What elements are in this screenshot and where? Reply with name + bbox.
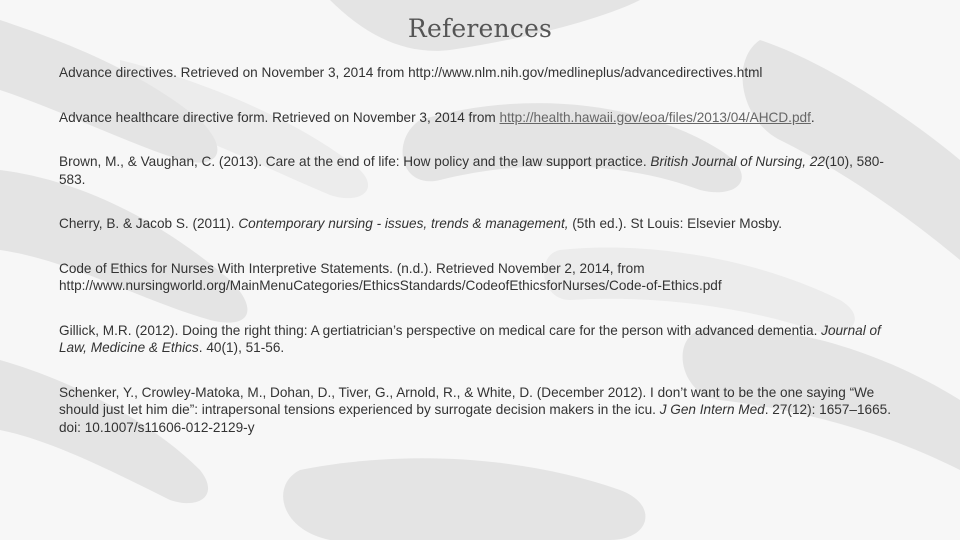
reference-item <box>59 64 899 82</box>
reference-text-end: . <box>810 109 815 125</box>
reference-text: Brown, M., & Vaughan, C. (2013). Care at the end of life: How policy and the law support practice. <box>59 154 651 169</box>
page-title: References <box>407 14 553 43</box>
reference-journal: British Journal of Nursing, 22 <box>650 154 825 169</box>
reference-text: Gillick, M.R. (2012). Doing the right thing: A gertiatrician’s perspective on medical care for the person with advanced dementia. <box>59 322 822 338</box>
reference-link[interactable]: http://health.hawaii.gov/eoa/files/2013/04/AHCD.pdf <box>499 109 811 125</box>
reference-item <box>59 215 899 233</box>
reference-text: Advance healthcare directive form. Retrieved on November 3, 2014 from <box>59 109 500 125</box>
reference-journal: J Gen Intern Med <box>659 402 765 417</box>
reference-text-end: (10), 580-583. <box>59 154 884 187</box>
reference-item <box>59 260 899 295</box>
reference-list <box>59 64 899 463</box>
reference-text: Cherry, B. & Jacob S. (2011). <box>59 216 239 231</box>
reference-text: Advance directives. Retrieved on November 3, 2014 from http://www.nlm.nih.gov/medlineplus/advancedirectives.html <box>59 65 763 80</box>
reference-text-end: . 40(1), 51-56. <box>198 340 285 355</box>
reference-item <box>59 153 899 188</box>
reference-text-end: . 27(12): 1657–1665. doi: 10.1007/s11606-012-2129-y <box>59 402 891 435</box>
reference-journal: Journal of Law, Medicine & Ethics <box>59 322 881 355</box>
brush-stroke-bottom <box>283 458 645 540</box>
reference-text-end: (5th ed.). St Louis: Elsevier Mosby. <box>568 216 783 231</box>
reference-item <box>59 384 899 437</box>
reference-text: Schenker, Y., Crowley-Matoka, M., Dohan, D., Tiver, G., Arnold, R., & White, D. (December 2012). I don’t want to be the one saying “We should just let him die”: intrapersonal tensions experienced by surrogate decision makers in the icu. <box>59 384 875 417</box>
reference-book-title: Contemporary nursing - issues, trends & management, <box>238 216 569 231</box>
reference-url: http://www.nursingworld.org/MainMenuCategories/EthicsStandards/CodeofEthicsforNurses/Code-of-Ethics.pdf <box>59 278 722 293</box>
reference-item <box>59 109 899 127</box>
reference-text: Code of Ethics for Nurses With Interpretive Statements. (n.d.). Retrieved November 2, 2014, from <box>59 260 645 276</box>
reference-item <box>59 322 899 357</box>
